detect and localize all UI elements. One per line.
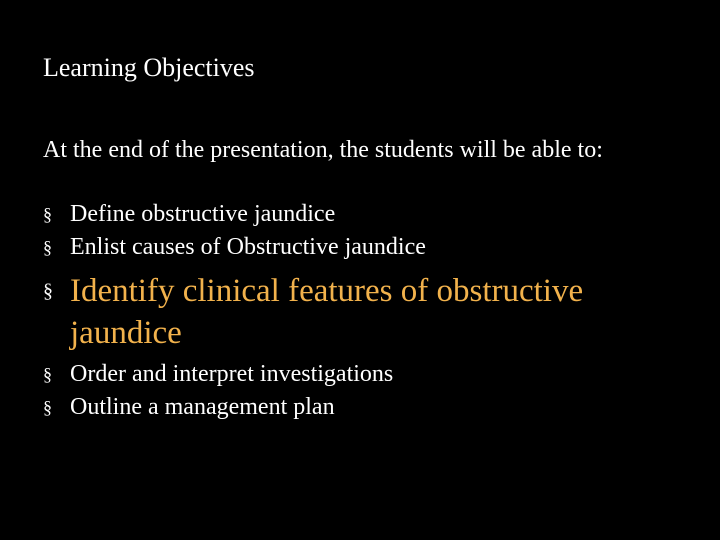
bullet-marker-icon: §	[43, 364, 52, 384]
objective-text: Order and interpret investigations	[70, 361, 394, 387]
objective-text: Enlist causes of Obstructive jaundice	[70, 234, 426, 260]
bullet-marker-icon: §	[43, 280, 53, 302]
objective-text: Identify clinical features of obstructive jaundice	[70, 273, 584, 351]
objective-text: Outline a management plan	[70, 394, 335, 420]
bullet-marker-icon: §	[43, 204, 52, 224]
bullet-marker-icon: §	[43, 237, 52, 257]
bullet-marker-icon: §	[43, 397, 52, 417]
objective-text: Define obstructive jaundice	[70, 201, 336, 227]
slide-title: Learning Objectives	[43, 53, 255, 82]
objective-item	[43, 198, 683, 231]
objective-item	[43, 358, 683, 391]
objectives-list	[43, 198, 683, 424]
intro-text: At the end of the presentation, the students will be able to:	[43, 137, 603, 163]
objective-item	[43, 391, 683, 424]
objective-item-highlighted	[43, 270, 683, 354]
objective-item	[43, 231, 683, 264]
